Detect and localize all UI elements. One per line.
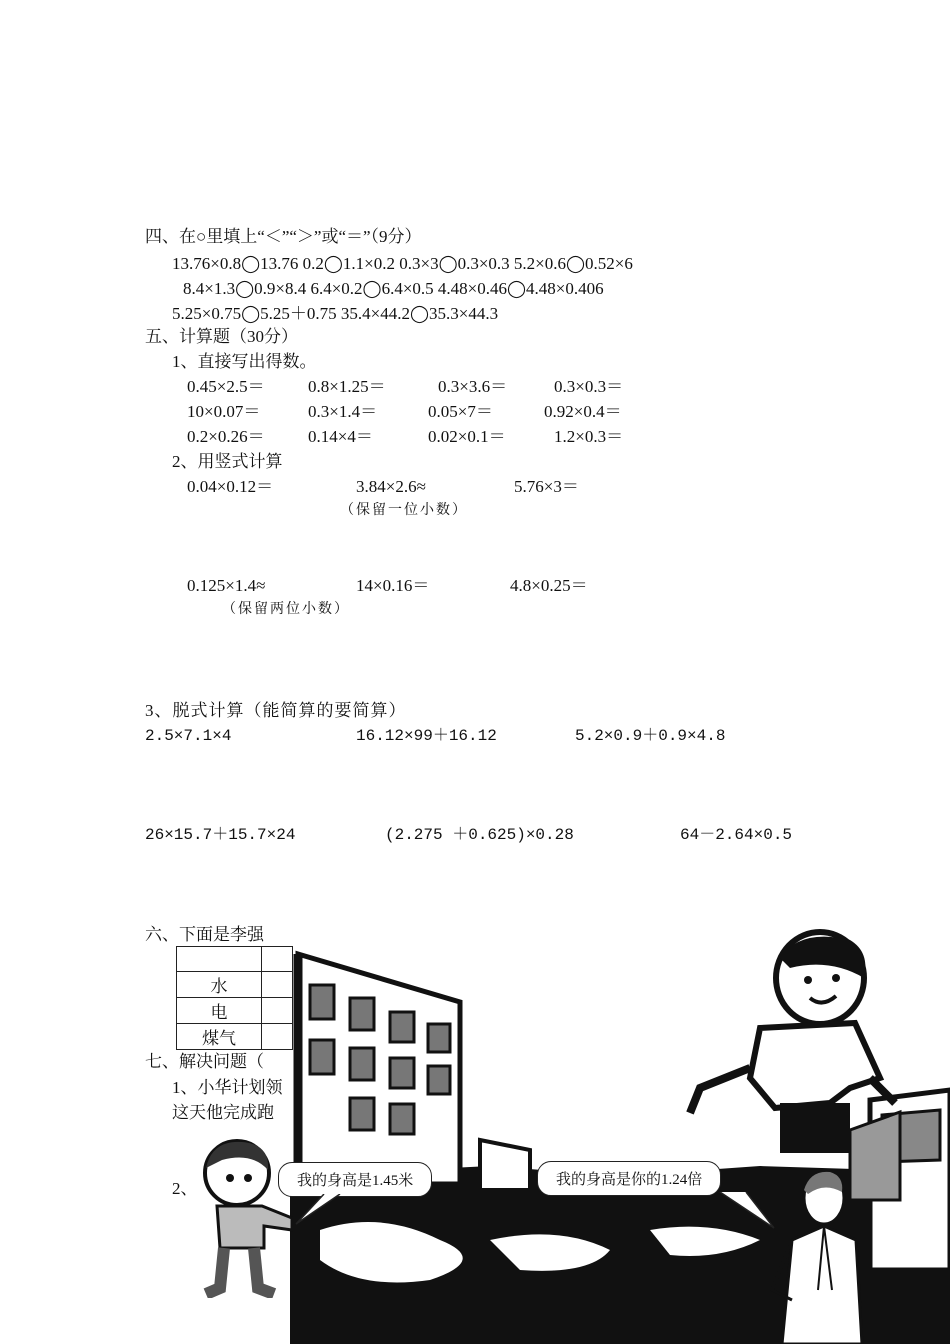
- stepwise-item: (2.275 ＋0.625)×0.28: [385, 826, 574, 844]
- section5-title: 五、计算题（30分）: [145, 327, 298, 346]
- question1-line1: 1、小华计划领: [172, 1078, 283, 1097]
- calc-item: 0.92×0.4＝: [544, 402, 622, 421]
- calc-item: 0.2×0.26＝: [187, 427, 265, 446]
- man-illustration: [752, 1160, 872, 1344]
- speech-bubble-2: 我的身高是你的1.24倍: [537, 1161, 721, 1196]
- table-cell: [262, 998, 293, 1024]
- table-row-label: 电: [177, 998, 262, 1024]
- table-cell: [262, 972, 293, 998]
- calc-item: 0.3×1.4＝: [308, 402, 378, 421]
- vertical-calc-item: 0.125×1.4≈: [187, 576, 266, 595]
- table-cell: [262, 1024, 293, 1050]
- vertical-calc-item: 14×0.16＝: [356, 576, 430, 595]
- running-boy-illustration: [680, 928, 900, 1158]
- calc-item: 0.3×3.6＝: [438, 377, 508, 396]
- compare-row-2: 8.4×1.3◯0.9×8.4 6.4×0.2◯6.4×0.5 4.48×0.46◯4.48×0.406: [183, 279, 604, 298]
- vertical-calc-item: 5.76×3＝: [514, 477, 579, 496]
- vertical-calc-item: 4.8×0.25＝: [510, 576, 588, 595]
- calc-item: 0.02×0.1＝: [428, 427, 506, 446]
- stepwise-item: 2.5×7.1×4: [145, 727, 232, 745]
- compare-row-1: 13.76×0.8◯13.76 0.2◯1.1×0.2 0.3×3◯0.3×0.3 5.2×0.6◯0.52×6: [172, 254, 633, 273]
- bubble-tail-1: [290, 1194, 350, 1228]
- part3-title: 3、脱式计算（能简算的要简算）: [145, 701, 407, 720]
- calc-item: 0.3×0.3＝: [554, 377, 624, 396]
- section6-title: 六、下面是李强: [145, 925, 264, 944]
- small-boy-illustration: [192, 1138, 302, 1298]
- rounding-note-2: （保留两位小数）: [222, 602, 350, 617]
- stepwise-item: 16.12×99＋16.12: [356, 727, 497, 745]
- table-cell: [177, 947, 262, 972]
- vertical-calc-item: 0.04×0.12＝: [187, 477, 274, 496]
- calc-item: 0.14×4＝: [308, 427, 373, 446]
- bubble-tail-2: [700, 1192, 780, 1232]
- rounding-note-1: （保留一位小数）: [340, 503, 468, 518]
- compare-row-3: 5.25×0.75◯5.25＋0.75 35.4×44.2◯35.3×44.3: [172, 304, 499, 323]
- section7-title: 七、解决问题（: [145, 1052, 264, 1071]
- part2-title: 2、用竖式计算: [172, 452, 283, 471]
- stepwise-item: 64－2.64×0.5: [680, 826, 793, 844]
- calc-item: 10×0.07＝: [187, 402, 261, 421]
- part1-title: 1、直接写出得数。: [172, 352, 317, 371]
- calc-item: 1.2×0.3＝: [554, 427, 624, 446]
- speech-bubble-1: 我的身高是1.45米: [278, 1162, 432, 1197]
- utility-table: [176, 946, 293, 1050]
- question2-label: 2、: [172, 1179, 198, 1198]
- table-row-label: 煤气: [177, 1024, 262, 1050]
- stepwise-item: 5.2×0.9＋0.9×4.8: [575, 727, 726, 745]
- question1-line2: 这天他完成跑: [172, 1103, 274, 1122]
- stepwise-item: 26×15.7＋15.7×24: [145, 826, 296, 844]
- vertical-calc-item: 3.84×2.6≈: [356, 477, 426, 496]
- calc-item: 0.8×1.25＝: [308, 377, 386, 396]
- table-cell: [262, 947, 293, 972]
- table-row-label: 水: [177, 972, 262, 998]
- calc-item: 0.45×2.5＝: [187, 377, 265, 396]
- section4-title: 四、在○里填上“＜”“＞”或“＝”（9分）: [145, 227, 422, 246]
- calc-item: 0.05×7＝: [428, 402, 493, 421]
